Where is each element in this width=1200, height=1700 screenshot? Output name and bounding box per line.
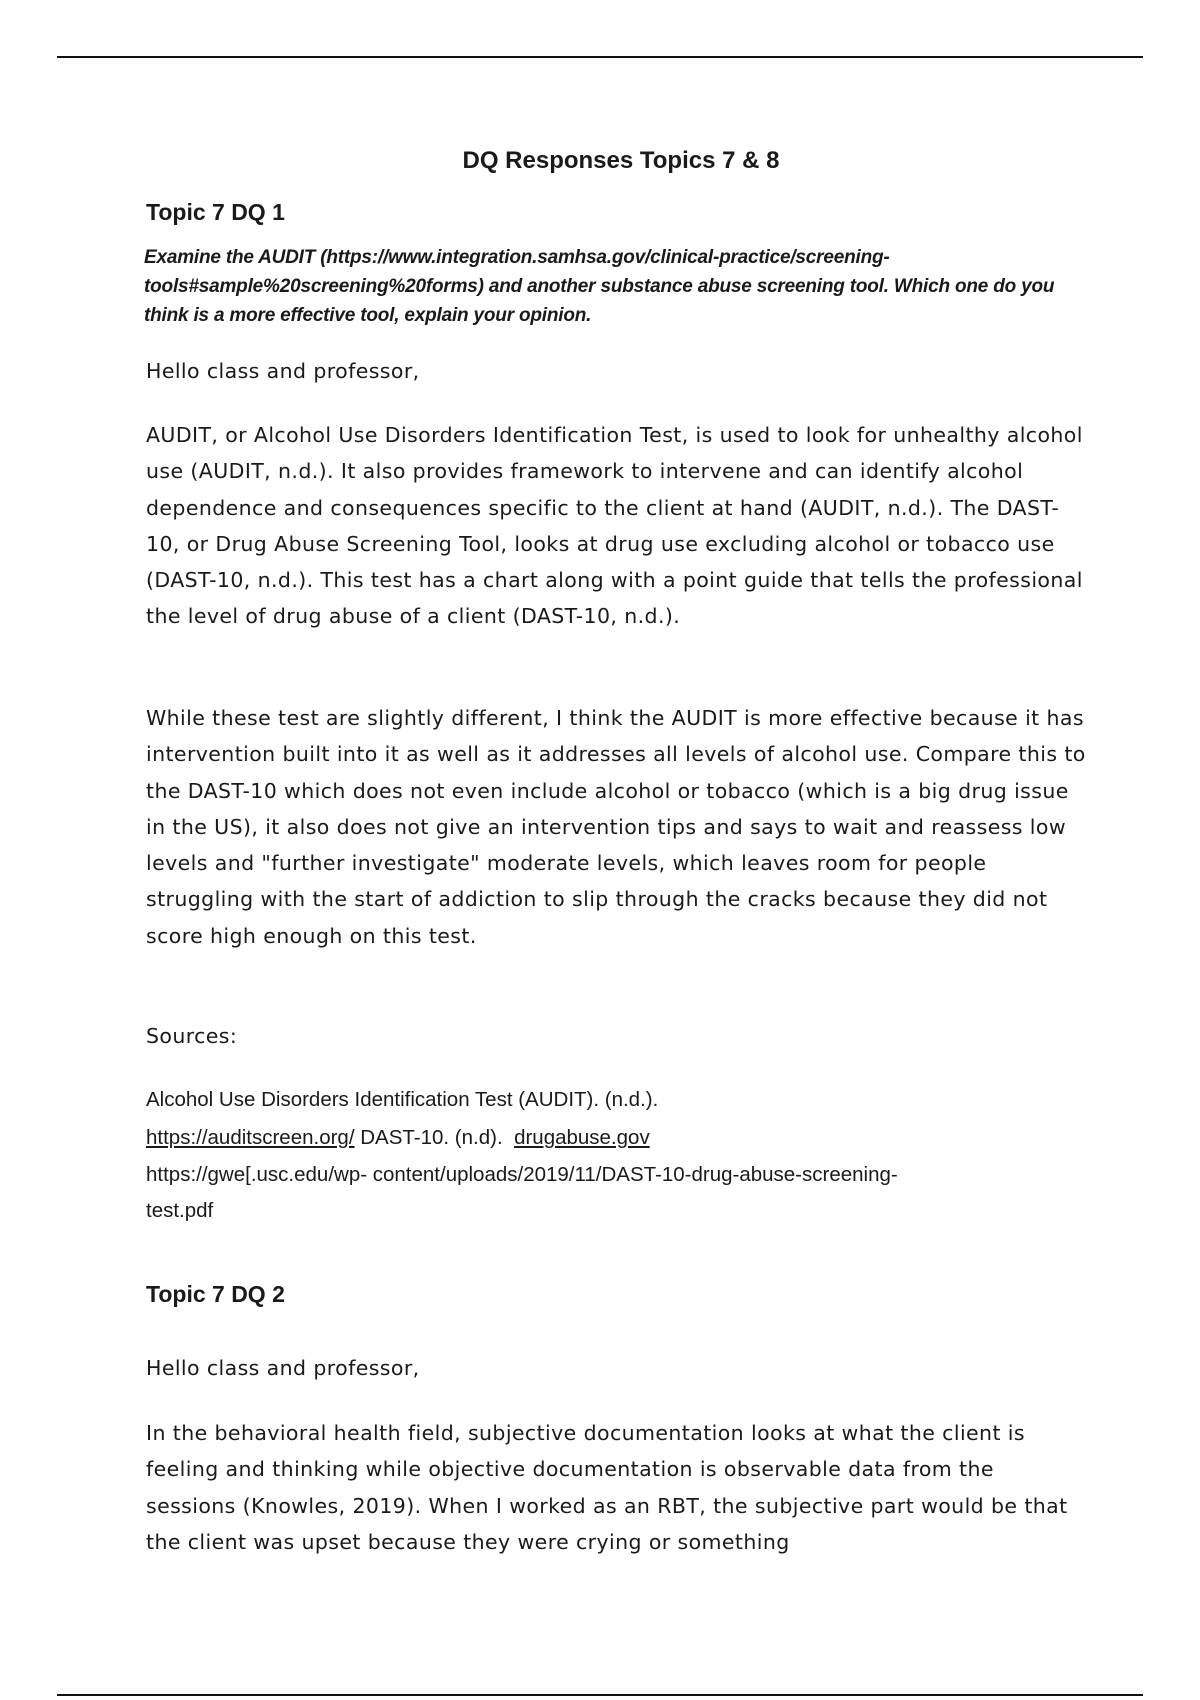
section-heading-topic7-dq2: Topic 7 DQ 2 xyxy=(146,1281,285,1307)
source-text: Alcohol Use Disorders Identification Test (AUDIT). (n.d.). xyxy=(146,1088,659,1111)
paragraph: While these test are slightly different, I think the AUDIT is more effective because it has intervention built into it as well as it addresses all levels of alcohol use. Compare this to the DAST-10 which does not even include alcohol or tobacco (which is a big drug issue in the US), it also does not give an intervention tips and says to wait and reassess low levels and "further investigate" moderate levels, which leaves room for people struggling with the start of addiction to slip through the cracks because they did not score high enough on this test. xyxy=(146,706,1086,948)
greeting: Hello class and professor, xyxy=(146,359,420,383)
source-link-drugabuse[interactable]: drugabuse.gov xyxy=(514,1126,650,1149)
paragraph: In the behavioral health field, subjective documentation looks at what the client is feeling and thinking while objective documentation is observable data from the sessions (Knowles, 2019). When I worked as an RBT, the subjective part would be that the client was upset because they were crying or something xyxy=(146,1421,1068,1554)
sources-label: Sources: xyxy=(146,1024,238,1048)
paragraph: AUDIT, or Alcohol Use Disorders Identification Test, is used to look for unhealthy alcohol use (AUDIT, n.d.). It also provides framework to intervene and can identify alcohol dependence and consequences specific to the client at hand (AUDIT, n.d.). The DAST-10, or Drug Abuse Screening Tool, looks at drug use excluding alcohol or tobacco use (DAST-10, n.d.). This test has a chart along with a point guide that tells the professional the level of drug abuse of a client (DAST-10, n.d.). xyxy=(146,423,1083,629)
source-line-2 xyxy=(146,1120,1086,1157)
source-text: DAST-10. (n.d). xyxy=(360,1126,503,1149)
header-rule xyxy=(57,56,1143,58)
footer-rule xyxy=(57,1694,1143,1696)
source-url-dast: https://gwe[.usc.edu/wp- content/uploads/2019/11/DAST-10-drug-abuse-screening-test.pdf xyxy=(146,1163,898,1222)
source-citation-1 xyxy=(146,1082,1086,1119)
section-heading-topic7-dq1: Topic 7 DQ 1 xyxy=(146,199,285,225)
source-link-auditscreen[interactable]: https://auditscreen.org/ xyxy=(146,1126,355,1149)
greeting: Hello class and professor, xyxy=(146,1356,420,1380)
discussion-prompt: Examine the AUDIT (https://www.integration.samhsa.gov/clinical-practice/screening-tools#sample%20screening%20forms) and another substance abuse screening tool. Which one do you think is a more effective tool, explain your opinion. xyxy=(144,247,1055,326)
document-title: DQ Responses Topics 7 & 8 xyxy=(462,147,780,174)
